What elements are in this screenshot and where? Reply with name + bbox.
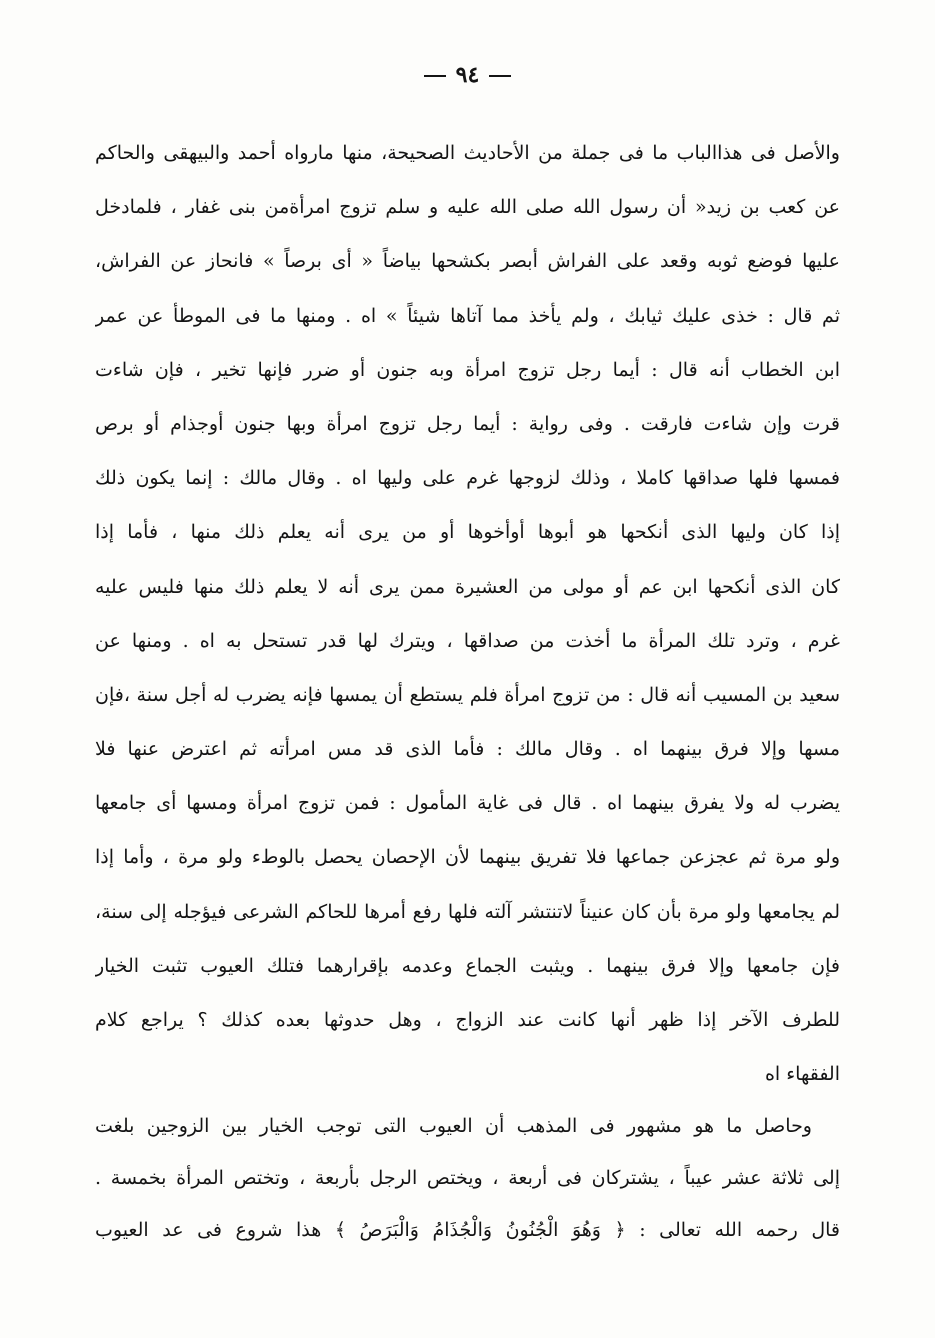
page-number — [0, 62, 935, 88]
text-line: قرت وإن شاءت فارقت . وفى رواية : أيما رجل تزوج امرأة وبها جنون أوجذام أو برص — [95, 412, 840, 435]
text-line: غرم ، وترد تلك المرأة ما أخذت من صداقها ، ويترك لها قدر تستحل به اه . ومنها عن — [95, 629, 840, 652]
text-line: إلى ثلاثة عشر عيباً ، يشتركان فى أربعة ، ويختص الرجل بأربعة ، وتختص المرأة بخمسة . — [95, 1167, 840, 1189]
text-line: كان الذى أنكحها ابن عم أو مولى من العشيرة ممن يرى أنه لا يعلم ذلك منها فليس عليه — [95, 575, 840, 598]
text-line: سعيد بن المسيب أنه قال : من تزوج امرأة فلم يستطع أن يمسها فإنه يضرب له أجل سنة ،فإن — [95, 683, 840, 706]
page-number-dash-left — [424, 75, 446, 77]
text-line: إذا كان وليها الذى أنكحها هو أبوها أوأخوها أو من يرى أنه يعلم ذلك منها ، فأما إذا — [95, 521, 840, 544]
text-line: قال رحمه الله تعالى : ﴿ وَهُوَ الْجُنُونُ وَالْجُذَامُ وَالْبَرَصُ ﴾ هذا شروع فى عد العيوب — [95, 1219, 840, 1241]
text-line: الفقهاء اه — [764, 1063, 840, 1086]
text-line: فمسها فلها صداقها كاملا ، وذلك لزوجها غرم على وليها اه . وقال مالك : إنما يكون ذلك — [95, 467, 840, 490]
text-line: مسها وإلا فرق بينهما اه . وقال مالك : فأما الذى قد مس امرأته ثم اعترض عنها فلا — [95, 738, 840, 761]
text-line: وحاصل ما هو مشهور فى المذهب أن العيوب التى توجب الخيار بين الزوجين بلغت — [95, 1115, 812, 1137]
paragraph-2 — [95, 1100, 840, 1256]
text-line: عن كعب بن زيد« أن رسول الله صلى الله عليه و سلم تزوج امرأةمن بنى غفار ، فلمادخل — [95, 196, 840, 219]
text-line: فإن جامعها وإلا فرق بينهما . ويثبت الجماع وعدمه بإقرارهما فتلك العيوب تثبت الخيار — [95, 954, 840, 977]
text-line: والأصل فى هذاالباب ما فى جملة من الأحاديث الصحيحة، منها مارواه أحمد والبيهقى والحاكم — [95, 142, 840, 164]
text-line: ابن الخطاب أنه قال : أيما رجل تزوج امرأة وبه جنون أو ضرر فإنها تخير ، فإن شاءت — [95, 358, 840, 381]
text-line: لم يجامعها ولو مرة بأن كان عنيناً لاتنتشر آلته فلها رفع أمرها للحاكم الشرعى فيؤجله إلى سنة، — [95, 900, 840, 923]
text-line: ثم قال : خذى عليك ثيابك ، ولم يأخذ مما آتاها شيئاً » اه . ومنها ما فى الموطأ عن عمر — [95, 304, 840, 327]
text-line: يضرب له ولا يفرق بينهما اه . قال فى غاية المأمول : فمن تزوج امرأة ومسها أى جامعها — [95, 792, 840, 815]
page-number-dash-right — [489, 75, 511, 77]
paragraph-1 — [95, 126, 840, 1101]
text-line: ولو مرة ثم عجزعن جماعها فلا تفريق بينهما لأن الإحصان يحصل بالوطء ولو مرة ، وأما إذا — [95, 846, 840, 869]
text-line: للطرف الآخر إذا ظهر أنها كانت عند الزواج ، وهل حدوثها بعده كذلك ؟ يراجع كلام — [95, 1009, 840, 1031]
page-number-value: ٩٤ — [455, 62, 480, 88]
text-line: عليها فوضع ثوبه وقعد على الفراش أبصر بكشحها بياضاً « أى برصاً » فانحاز عن الفراش، — [95, 250, 840, 273]
